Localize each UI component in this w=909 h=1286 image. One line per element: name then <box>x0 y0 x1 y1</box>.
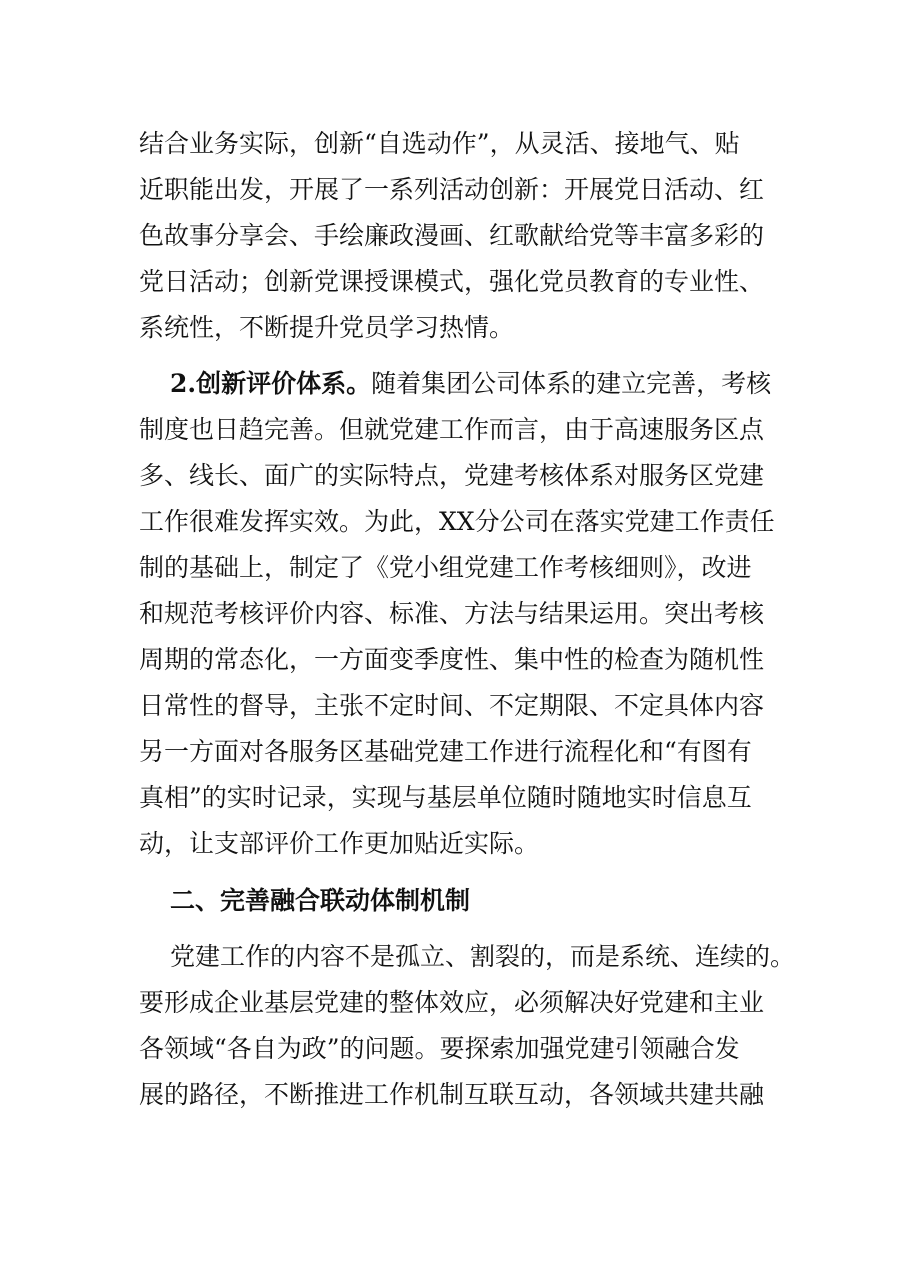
paragraph-line: 制度也日趋完善。但就党建工作而言，由于高速服务区点 <box>139 415 765 444</box>
subsection-heading: 2.创新评价体系。 <box>170 369 372 398</box>
paragraph-line: 结合业务实际，创新“自选动作”，从灵活、接地气、贴 <box>139 129 740 158</box>
paragraph-line: 系统性，不断提升党员学习热情。 <box>139 313 515 342</box>
paragraph-first-line <box>170 364 799 404</box>
paragraph-text: 随着集团公司体系的建立完善，考核 <box>371 369 772 398</box>
paragraph-line: 周期的常态化，一方面变季度性、集中性的检查为随机性 <box>139 645 765 674</box>
paragraph-line: 日常性的督导，主张不定时间、不定期限、不定具体内容 <box>139 691 765 720</box>
paragraph-line: 工作很难发挥实效。为此，XX分公司在落实党建工作责任 <box>139 507 775 536</box>
paragraph-line: 展的路径，不断推进工作机制互联互动，各领域共建共融 <box>139 1080 765 1109</box>
paragraph-line: 和规范考核评价内容、标准、方法与结果运用。突出考核 <box>139 599 765 628</box>
paragraph-line: 各领域“各自为政”的问题。要探索加强党建引领融合发 <box>139 1034 740 1063</box>
paragraph-line: 另一方面对各服务区基础党建工作进行流程化和“有图有 <box>139 737 752 766</box>
paragraph-line: 近职能出发，开展了一系列活动创新：开展党日活动、红 <box>139 175 765 204</box>
paragraph-line: 色故事分享会、手绘廉政漫画、红歌献给党等丰富多彩的 <box>139 221 765 250</box>
paragraph-line: 真相”的实时记录，实现与基层单位随时随地实时信息互 <box>139 783 752 812</box>
paragraph-line: 要形成企业基层党建的整体效应，必须解决好党建和主业 <box>139 988 765 1017</box>
section-heading: 二、完善融合联动体制机制 <box>170 886 471 915</box>
paragraph-line: 动，让支部评价工作更加贴近实际。 <box>139 829 540 858</box>
paragraph-line: 制的基础上，制定了《党小组党建工作考核细则》，改进 <box>139 553 752 582</box>
paragraph-first-line: 党建工作的内容不是孤立、割裂的，而是系统、连续的。 <box>170 942 796 971</box>
paragraph-line: 党日活动；创新党课授课模式，强化党员教育的专业性、 <box>139 267 765 296</box>
paragraph-line: 多、线长、面广的实际特点，党建考核体系对服务区党建 <box>139 461 765 490</box>
